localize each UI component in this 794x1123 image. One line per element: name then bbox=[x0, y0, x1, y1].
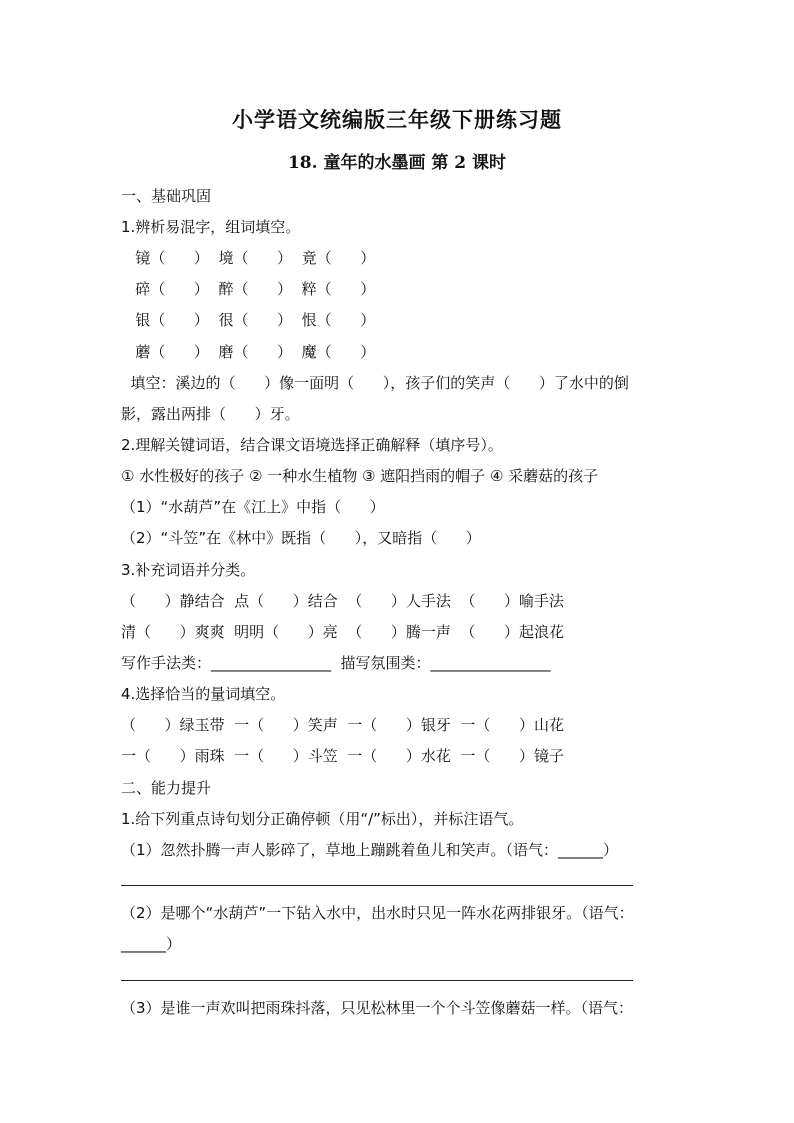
question-3-prompt: 3.补充词语并分类。 bbox=[121, 561, 256, 579]
poem-line-1: （1）忽然扑腾一声人影碎了，草地上蹦跳着鱼儿和笑声。（语气：______） bbox=[121, 841, 619, 859]
fill-blank-line-2: 影，露出两排（ ）牙。 bbox=[121, 405, 300, 423]
char-row-4: 蘑（ ） 磨（ ） 魔（ ） bbox=[121, 343, 376, 361]
question-4-prompt: 4.选择恰当的量词填空。 bbox=[121, 685, 286, 703]
question-2-options: ① 水性极好的孩子 ② 一种水生植物 ③ 遮阳挡雨的帽子 ④ 采蘑菇的孩子 bbox=[121, 467, 599, 485]
char-row-3: 银（ ） 很（ ） 恨（ ） bbox=[121, 311, 376, 329]
answer-line-2 bbox=[121, 980, 633, 981]
measure-word-row-2: 一（ ）雨珠 一（ ）斗笠 一（ ）水花 一（ ）镜子 bbox=[121, 747, 565, 765]
char-row-1: 镜（ ） 境（ ） 竟（ ） bbox=[121, 249, 376, 267]
word-row-1: （ ）静结合 点（ ）结合 （ ）人手法 （ ）喻手法 bbox=[121, 592, 565, 610]
section-heading-ability: 二、能力提升 bbox=[121, 779, 212, 797]
lesson-subtitle: 18. 童年的水墨画 第 2 课时 bbox=[287, 153, 507, 173]
fill-blank-line-1: 填空：溪边的（ ）像一面明（ ），孩子们的笑声（ ）了水中的倒 bbox=[121, 374, 629, 392]
answer-line-1 bbox=[121, 885, 633, 886]
word-row-2: 清（ ）爽爽 明明（ ）亮 （ ）腾一声 （ ）起浪花 bbox=[121, 623, 565, 641]
char-row-2: 碎（ ） 醉（ ） 粹（ ） bbox=[121, 280, 376, 298]
measure-word-row-1: （ ）绿玉带 一（ ）笑声 一（ ）银牙 一（ ）山花 bbox=[121, 716, 565, 734]
question-2-item-2: （2）“斗笠”在《林中》既指（ ），又暗指（ ） bbox=[121, 529, 481, 547]
ability-question-1-prompt: 1.给下列重点诗句划分正确停顿（用“/”标出），并标注语气。 bbox=[121, 810, 524, 828]
poem-line-2: （2）是哪个“水葫芦”一下钻入水中，出水时只见一阵水花两排银牙。（语气： bbox=[121, 904, 634, 922]
classification-line: 写作手法类：________________ 描写氛围类：________________ bbox=[121, 654, 551, 672]
question-2-prompt: 2.理解关键词语，结合课文语境选择正确解释（填序号）。 bbox=[121, 436, 503, 454]
question-2-item-1: （1）“水葫芦”在《江上》中指（ ） bbox=[121, 498, 385, 516]
question-1-prompt: 1.辨析易混字，组词填空。 bbox=[121, 218, 301, 236]
worksheet-title: 小学语文统编版三年级下册练习题 bbox=[232, 107, 562, 132]
poem-line-3: （3）是谁一声欢叫把雨珠抖落，只见松林里一个个斗笠像蘑菇一样。（语气： bbox=[121, 999, 634, 1017]
section-heading-basics: 一、基础巩固 bbox=[121, 187, 212, 205]
poem-line-2-continued: ______） bbox=[121, 935, 182, 953]
